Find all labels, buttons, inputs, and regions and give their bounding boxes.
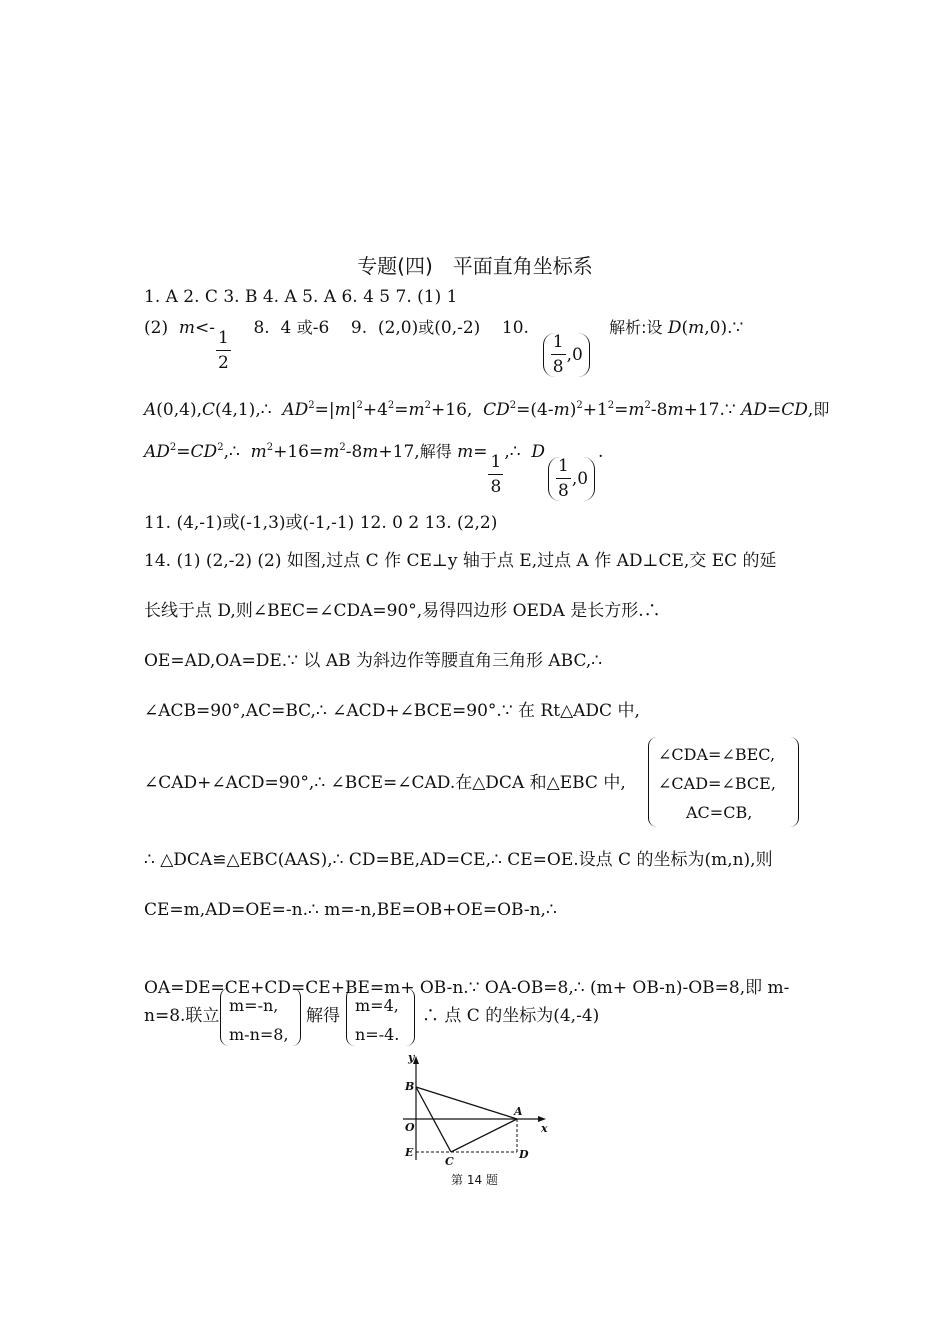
system-brace-right	[790, 737, 799, 827]
answers-line-4: $AD^2=CD^2,\therefore$ $m^2+16=m^2-8m+17$,解得 m= $\frac{1}{8}$ ,∴ D $\frac{1}{8}$ ,0.	[144, 442, 604, 501]
system2-eq-2: m-n=8,	[229, 1025, 289, 1044]
solution-line-9b: 解得	[306, 1006, 340, 1026]
solution-line-5: ∠CAD+∠ACD=90°,∴ ∠BCE=∠CAD.在△DCA 和△EBC 中,	[144, 773, 626, 793]
system3-eq-1: m=4,	[355, 996, 399, 1015]
answers-line-11: 11. (4,-1)或(-1,3)或(-1,-1) 12. 0 2 13. (2,2)	[144, 513, 498, 533]
figure-caption: 第 14 题	[451, 1173, 498, 1187]
label-c: C	[445, 1155, 454, 1168]
solution-line-8: OA=DE=CE+CD=CE+BE=m+ OB-n.∵ OA-OB=8,∴ (m+ OB-n)-OB=8,即 m-	[144, 978, 790, 998]
label-o: O	[405, 1121, 415, 1134]
solution-line-2: 长线于点 D,则∠BEC=∠CDA=90°,易得四边形 OEDA 是长方形.∴	[144, 601, 661, 621]
system3-brace-left	[346, 988, 355, 1046]
solution-line-4: ∠ACB=90°,AC=BC,∴ ∠ACD+∠BCE=90°.∵ 在 Rt△ADC 中,	[144, 701, 640, 721]
label-e: E	[405, 1146, 414, 1159]
label-a: A	[514, 1105, 523, 1118]
system3-brace-right	[406, 988, 415, 1046]
segment-ac	[451, 1119, 517, 1152]
system-eq-2: ∠CAD=∠BCE,	[658, 774, 776, 793]
system2-eq-1: m=-n,	[229, 996, 279, 1015]
answers-line-3: A(0,4),C(4,1),∴ $AD^2=|m|^2+4^2=m^2+16$, $CD^2=(4-m)^2+1^2=m^2-8m+17.\because$ AD=CD,即	[144, 400, 830, 420]
solution-line-3: OE=AD,OA=DE.∵ 以 AB 为斜边作等腰直角三角形 ABC,∴	[144, 651, 603, 671]
label-x: x	[541, 1122, 548, 1135]
answers-line-1: 1. A 2. C 3. B 4. A 5. A 6. 4 5 7. (1) 1	[144, 287, 458, 307]
solution-line-9a: n=8.联立	[144, 1006, 220, 1026]
solution-q14: 14. (1) (2,-2) (2) 如图,过点 C 作 CE⊥y 轴于点 E,过点 A 作 AD⊥CE,交 EC 的延	[144, 551, 777, 571]
system-brace-left	[648, 737, 657, 827]
page-title: 专题(四) 平面直角坐标系	[357, 254, 593, 278]
label-y: y	[408, 1051, 415, 1064]
solution-line-6: ∴ △DCA≌△EBC(AAS),∴ CD=BE,AD=CE,∴ CE=OE.设点 C 的坐标为(m,n),则	[144, 850, 773, 870]
system2-brace-right	[292, 988, 301, 1046]
system-eq-3: AC=CB,	[686, 803, 753, 822]
answers-line-2: (2) m<- $\frac{1}{2}$ 8. 4 或-6 9. (2,0)或(0,-2) 10. $\frac{1}{8}$ ,0 解析:设 D(m,0).∵	[144, 318, 744, 377]
coordinate-figure	[395, 1050, 560, 1170]
system3-eq-2: n=-4.	[355, 1025, 400, 1044]
system-eq-1: ∠CDA=∠BEC,	[658, 745, 776, 764]
system2-brace-left	[220, 988, 229, 1046]
solution-line-7: CE=m,AD=OE=-n.∴ m=-n,BE=OB+OE=OB-n,∴	[144, 900, 557, 920]
solution-line-9c: ∴ 点 C 的坐标为(4,-4)	[422, 1006, 600, 1026]
label-d: D	[519, 1148, 529, 1161]
label-b: B	[405, 1080, 415, 1093]
